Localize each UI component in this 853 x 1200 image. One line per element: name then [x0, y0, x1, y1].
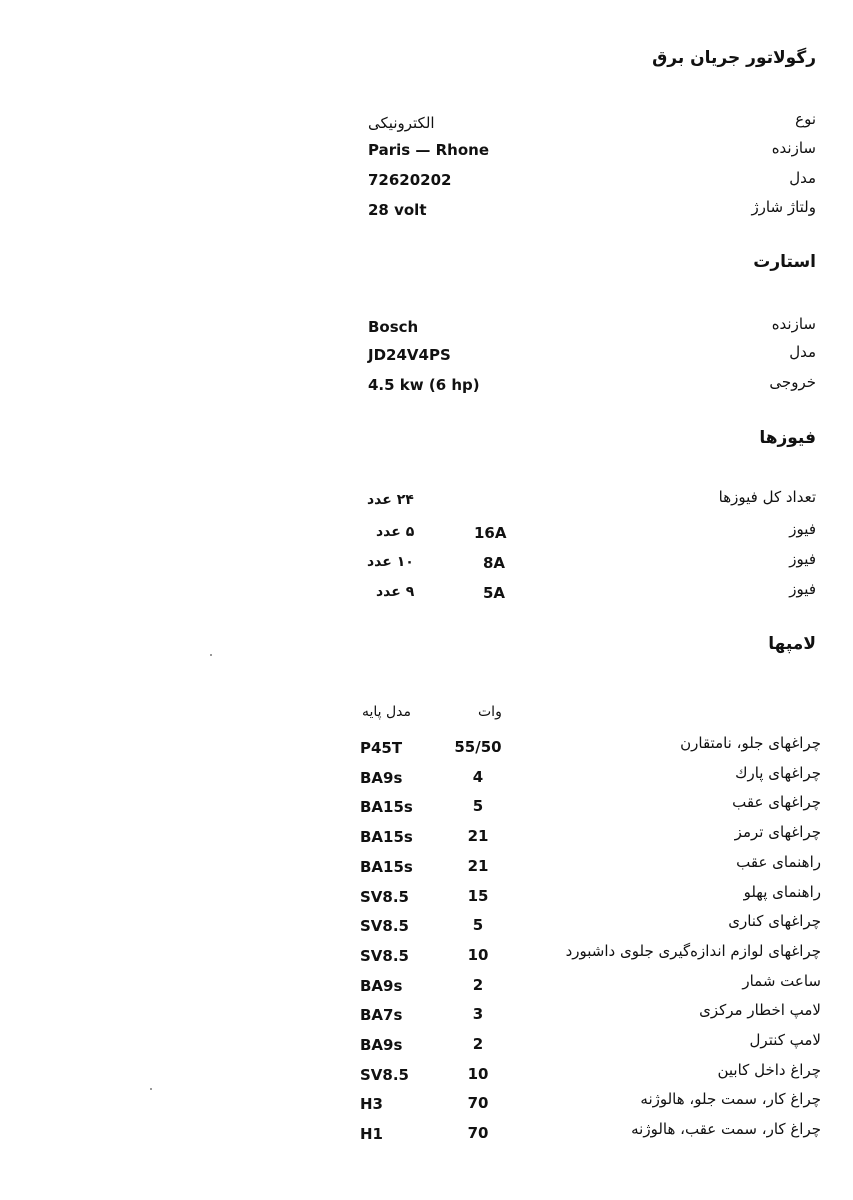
fuse-row-label: فیوز [789, 520, 816, 538]
fuse-row-amp: 16A [474, 524, 507, 542]
lamp-row-watt: 5 [472, 916, 484, 934]
lamp-row-watt: 21 [467, 827, 489, 845]
lamp-row-watt: 5 [472, 797, 484, 815]
fuse-row-amp: 8A [483, 554, 506, 572]
starter-output-label: خروجی [769, 373, 816, 391]
lamp-row-name: لامپ کنترل [749, 1031, 821, 1049]
lamp-row-base: SV8.5 [360, 947, 409, 965]
starter-model-value: JD24V4PS [368, 346, 451, 364]
lamp-row-name: لامپ اخطار مرکزی [699, 1001, 821, 1019]
fuse-row-count: ۵ عدد [376, 524, 415, 540]
lamp-row-watt: 2 [472, 976, 484, 994]
fuse-row-label: فیوز [789, 580, 816, 598]
lamp-row-base: BA7s [360, 1006, 403, 1024]
lamp-row-name: چراغهای پارك [735, 764, 821, 782]
lamp-row-watt: 55/50 [454, 738, 502, 756]
starter-model-label: مدل [789, 343, 816, 361]
lamp-row-watt: 10 [467, 946, 489, 964]
scan-speck [210, 654, 212, 656]
fuses-total-count: ۲۴ عدد [367, 492, 414, 508]
lamp-row-name: چراغهای لوازم اندازه‌گیری جلوی داشبورد [565, 942, 821, 960]
lamp-row-name: چراغ کار، سمت جلو، هالوژنه [640, 1090, 821, 1108]
regulator-model-label: مدل [789, 169, 816, 187]
lamp-row-watt: 2 [472, 1035, 484, 1053]
lamp-row-watt: 3 [472, 1005, 484, 1023]
lamp-row-base: BA15s [360, 828, 413, 846]
starter-output-value: 4.5 kw (6 hp) [368, 376, 480, 394]
lamp-row-name: چراغهای عقب [732, 793, 821, 811]
lamp-row-base: BA15s [360, 858, 413, 876]
fuse-row-count: ۱۰ عدد [367, 554, 414, 570]
lamp-row-name: چراغهای ترمز [734, 823, 821, 841]
lamp-row-base: SV8.5 [360, 1066, 409, 1084]
lamp-row-watt: 4 [472, 768, 484, 786]
regulator-maker-value: Paris — Rhone [368, 141, 490, 159]
lamp-row-name: چراغ داخل کابین [717, 1061, 821, 1079]
lamp-row-name: چراغهای کناری [728, 912, 821, 930]
regulator-type-label: نوع [795, 110, 816, 128]
regulator-heading: رگولاتور جریان برق [652, 48, 816, 68]
lamp-row-base: SV8.5 [360, 917, 409, 935]
lamps-base-column-header: مدل پایه [362, 704, 412, 720]
fuses-heading: فیوزها [759, 428, 816, 448]
lamp-row-base: P45T [360, 739, 403, 757]
lamp-row-watt: 70 [467, 1124, 489, 1142]
scan-speck [150, 1088, 152, 1090]
regulator-model-value: 72620202 [368, 171, 452, 189]
lamp-row-name: ساعت شمار [742, 972, 821, 990]
lamp-row-watt: 70 [467, 1094, 489, 1112]
lamp-row-base: H1 [360, 1125, 383, 1143]
regulator-type-value: الکترونیکی [368, 114, 435, 132]
regulator-maker-label: سازنده [771, 139, 816, 157]
lamp-row-base: BA9s [360, 1036, 403, 1054]
lamp-row-name: چراغ کار، سمت عقب، هالوژنه [631, 1120, 821, 1138]
lamp-row-base: BA15s [360, 798, 413, 816]
starter-heading: استارت [753, 252, 816, 272]
fuse-row-amp: 5A [483, 584, 506, 602]
fuse-row-label: فیوز [789, 550, 816, 568]
lamp-row-watt: 10 [467, 1065, 489, 1083]
lamp-row-name: راهنمای عقب [736, 853, 821, 871]
lamp-row-name: چراغهای جلو، نامتقارن [680, 734, 821, 752]
regulator-voltage-label: ولتاژ شارژ [751, 198, 816, 216]
lamp-row-base: BA9s [360, 977, 403, 995]
lamps-watt-column-header: وات [478, 704, 502, 720]
regulator-voltage-value: 28 volt [368, 201, 427, 219]
fuse-row-count: ۹ عدد [376, 584, 415, 600]
starter-maker-value: Bosch [368, 318, 419, 336]
lamp-row-watt: 21 [467, 857, 489, 875]
lamp-row-base: BA9s [360, 769, 403, 787]
lamp-row-base: SV8.5 [360, 888, 409, 906]
fuses-total-label: تعداد کل فیوزها [718, 488, 816, 506]
lamps-heading: لامپها [768, 634, 816, 654]
lamp-row-watt: 15 [467, 887, 489, 905]
lamp-row-name: راهنمای پهلو [743, 883, 821, 901]
lamp-row-base: H3 [360, 1095, 383, 1113]
starter-maker-label: سازنده [771, 315, 816, 333]
